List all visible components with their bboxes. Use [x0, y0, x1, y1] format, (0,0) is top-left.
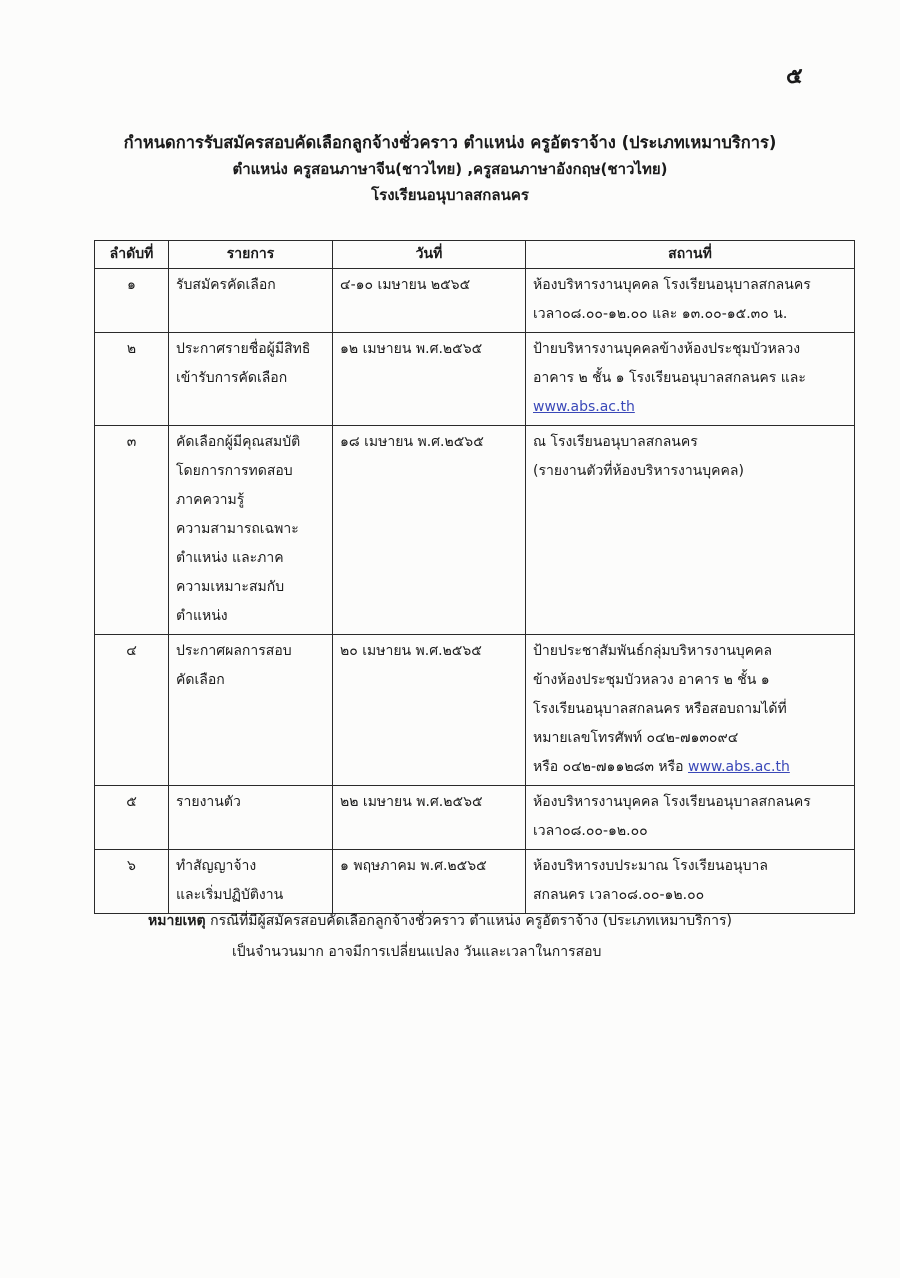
table-row — [95, 850, 855, 914]
row-place-line: ห้องบริหารงานบุคคล โรงเรียนอนุบาลสกลนคร — [533, 794, 811, 810]
row-place-line: ป้ายประชาสัมพันธ์กลุ่มบริหารงานบุคคล — [533, 643, 773, 659]
table-row — [95, 333, 855, 426]
column-header-no: ลำดับที่ — [95, 241, 169, 269]
schedule-body — [95, 269, 855, 914]
column-header-place: สถานที่ — [526, 241, 855, 269]
row-place-line: ห้องบริหารงานบุคคล โรงเรียนอนุบาลสกลนคร — [533, 277, 811, 293]
row-place-line: ห้องบริหารงบประมาณ โรงเรียนอนุบาล — [533, 858, 768, 874]
table-row — [95, 269, 855, 333]
row-place-line: เวลา๐๘.๐๐-๑๒.๐๐ — [533, 823, 648, 839]
heading-title: กำหนดการรับสมัครสอบคัดเลือกลูกจ้างชั่วคราว ตำแหน่ง ครูอัตราจ้าง (ประเภทเหมาบริการ) — [123, 133, 777, 152]
row-item-line: คัดเลือก — [176, 672, 225, 688]
row-place-line: โรงเรียนอนุบาลสกลนคร หรือสอบถามได้ที่ — [533, 701, 787, 717]
row-place — [526, 269, 855, 333]
table-row — [95, 635, 855, 786]
document-heading — [0, 130, 900, 208]
row-number: ๕ — [95, 786, 169, 850]
row-number: ๓ — [95, 426, 169, 635]
row-place — [526, 850, 855, 914]
row-item — [169, 786, 333, 850]
remark — [148, 906, 828, 968]
remark-line-2: เป็นจำนวนมาก อาจมีการเปลี่ยนแปลง วันและเวลาในการสอบ — [232, 944, 602, 960]
row-number: ๒ — [95, 333, 169, 426]
column-header-item: รายการ — [169, 241, 333, 269]
row-place — [526, 786, 855, 850]
row-item-line: รับสมัครคัดเลือก — [176, 277, 276, 293]
row-date: ๑ พฤษภาคม พ.ศ.๒๕๖๕ — [333, 850, 526, 914]
row-item — [169, 269, 333, 333]
row-item-line: ความเหมาะสมกับ — [176, 579, 285, 595]
row-date: ๒๒ เมษายน พ.ศ.๒๕๖๕ — [333, 786, 526, 850]
row-item-line: ทำสัญญาจ้าง — [176, 858, 257, 874]
remark-label: หมายเหตุ — [148, 913, 206, 929]
row-place — [526, 635, 855, 786]
row-place-phone: หรือ ๐๔๒-๗๑๑๒๘๓ หรือ — [533, 759, 684, 775]
row-item-line: รายงานตัว — [176, 794, 241, 810]
schedule-table — [94, 240, 855, 914]
website-link[interactable]: www.abs.ac.th — [533, 399, 635, 415]
table-row — [95, 786, 855, 850]
row-place — [526, 333, 855, 426]
heading-school: โรงเรียนอนุบาลสกลนคร — [371, 186, 529, 204]
row-date: ๑๒ เมษายน พ.ศ.๒๕๖๕ — [333, 333, 526, 426]
page-number: ๕ — [786, 64, 803, 89]
row-item-line: เข้ารับการคัดเลือก — [176, 370, 288, 386]
row-item — [169, 850, 333, 914]
row-item-line: ภาคความรู้ — [176, 492, 245, 508]
row-date: ๑๘ เมษายน พ.ศ.๒๕๖๕ — [333, 426, 526, 635]
row-item — [169, 635, 333, 786]
row-item-line: คัดเลือกผู้มีคุณสมบัติ — [176, 434, 301, 450]
row-date: ๒๐ เมษายน พ.ศ.๒๕๖๕ — [333, 635, 526, 786]
row-place-line: ณ โรงเรียนอนุบาลสกลนคร — [533, 434, 698, 450]
table-header-row — [95, 241, 855, 269]
row-place — [526, 426, 855, 635]
remark-line-1: กรณีที่มีผู้สมัครสอบคัดเลือกลูกจ้างชั่วคราว ตำแหน่ง ครูอัตราจ้าง (ประเภทเหมาบริการ) — [210, 913, 732, 929]
row-item-line: ประกาศผลการสอบ — [176, 643, 292, 659]
row-place-line: อาคาร ๒ ชั้น ๑ โรงเรียนอนุบาลสกลนคร และ — [533, 370, 806, 386]
row-number: ๔ — [95, 635, 169, 786]
row-place-line — [533, 393, 847, 422]
row-item-line: โดยการการทดสอบ — [176, 463, 293, 479]
row-place-line: หมายเลขโทรศัพท์ ๐๔๒-๗๑๓๐๙๔ — [533, 730, 739, 746]
row-item-line: และเริ่มปฏิบัติงาน — [176, 887, 284, 903]
row-place-line: ข้างห้องประชุมบัวหลวง อาคาร ๒ ชั้น ๑ — [533, 672, 770, 688]
row-item-line: ประกาศรายชื่อผู้มีสิทธิ — [176, 341, 311, 357]
row-item — [169, 426, 333, 635]
row-number: ๑ — [95, 269, 169, 333]
row-number: ๖ — [95, 850, 169, 914]
row-item — [169, 333, 333, 426]
row-place-line — [533, 753, 847, 782]
row-date: ๔-๑๐ เมษายน ๒๕๖๕ — [333, 269, 526, 333]
row-item-line: ความสามารถเฉพาะ — [176, 521, 299, 537]
row-place-line: (รายงานตัวที่ห้องบริหารงานบุคคล) — [533, 463, 744, 479]
row-item-line: ตำแหน่ง — [176, 608, 228, 624]
row-place-line: ป้ายบริหารงานบุคคลข้างห้องประชุมบัวหลวง — [533, 341, 801, 357]
row-item-line: ตำแหน่ง และภาค — [176, 550, 284, 566]
row-place-line: เวลา๐๘.๐๐-๑๒.๐๐ และ ๑๓.๐๐-๑๕.๓๐ น. — [533, 306, 788, 322]
table-row — [95, 426, 855, 635]
row-place-line: สกลนคร เวลา๐๘.๐๐-๑๒.๐๐ — [533, 887, 705, 903]
heading-positions: ตำแหน่ง ครูสอนภาษาจีน(ชาวไทย) ,ครูสอนภาษาอังกฤษ(ชาวไทย) — [232, 160, 668, 178]
website-link[interactable]: www.abs.ac.th — [688, 759, 790, 775]
column-header-date: วันที่ — [333, 241, 526, 269]
